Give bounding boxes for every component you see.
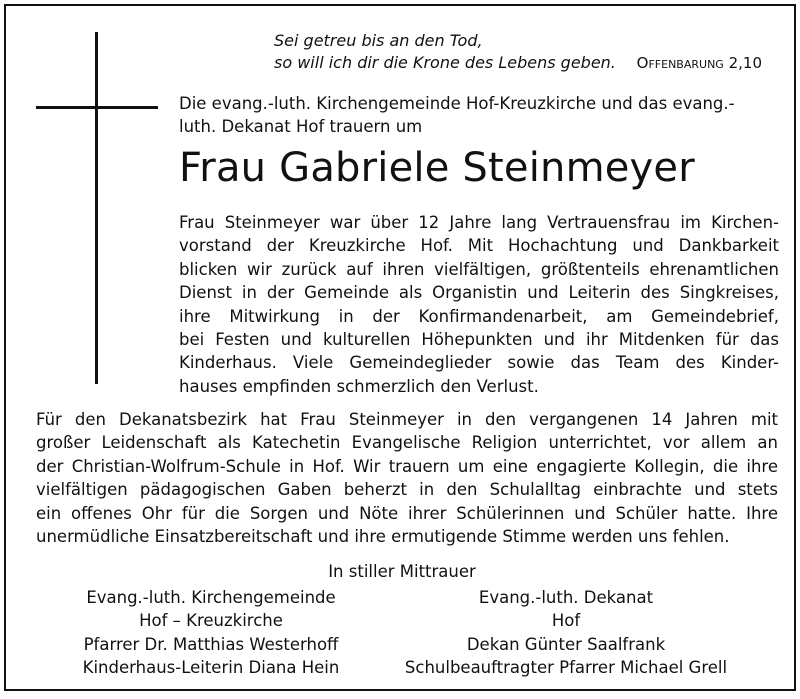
signature-line: Hof bbox=[551, 611, 581, 631]
text-line: hauses empfinden schmerzlich den Verlust. bbox=[179, 376, 539, 396]
intro-text bbox=[179, 92, 779, 138]
tribute-paragraph-parish bbox=[179, 211, 779, 398]
text-line: der Christian-Wolfrum-Schule in Hof. Wir trauern um eine engagierte Kollegin, die ihre bbox=[36, 456, 778, 476]
signature-line: Evang.-luth. Kirchengemeinde bbox=[86, 588, 336, 607]
text-line: ihre Mitwirkung in der Konfirmandenarbeit, am Gemeindebrief, bbox=[179, 306, 779, 326]
text-line: unermüdliche Einsatzbereitschaft und ihre ermutigende Stimme werden uns fehlen. bbox=[36, 527, 730, 547]
text-line: Frau Steinmeyer war über 12 Jahre lang Vertrauensfrau im Kirchen- bbox=[179, 213, 779, 232]
verse-line-1: Sei getreu bis an den Tod, bbox=[274, 31, 483, 50]
intro-line-1: Die evang.-luth. Kirchengemeinde Hof-Kreuzkirche und das evang.- bbox=[179, 94, 735, 113]
text-line: vorstand der Kreuzkirche Hof. Mit Hochachtung und Dankbarkeit bbox=[179, 236, 779, 256]
obituary-notice bbox=[4, 4, 796, 691]
tribute-paragraph-deanery bbox=[36, 408, 778, 548]
intro-line-2: luth. Dekanat Hof trauern um bbox=[179, 117, 423, 136]
verse-reference: Offenbarung 2,10 bbox=[636, 54, 762, 72]
text-line: blicken wir zurück auf ihren vielfältigen, größtenteils ehrenamtlichen bbox=[179, 259, 779, 279]
verse-line-2: so will ich dir die Krone des Lebens geben. bbox=[274, 53, 616, 72]
signature-line: Schulbeauftragter Pfarrer Michael Grell bbox=[404, 658, 728, 678]
text-line: großer Leidenschaft als Katechetin Evangelische Religion unterrichtet, vor allem an bbox=[36, 433, 778, 453]
mourning-label: In stiller Mittrauer bbox=[328, 562, 476, 581]
text-line: ein offenes Ohr für die Sorgen und Nöte ihrer Schülerinnen und Schüler hatte. Ihre bbox=[36, 503, 778, 523]
cross-icon-bar bbox=[36, 106, 158, 109]
text-line: Dienst in der Gemeinde als Organistin und Leiterin des Singkreises, bbox=[179, 283, 779, 303]
deceased-name: Frau Gabriele Steinmeyer bbox=[179, 145, 695, 191]
text-line: Für den Dekanatsbezirk hat Frau Steinmeyer in den vergangenen 14 Jahren mit bbox=[36, 410, 778, 429]
cross-icon bbox=[95, 32, 98, 384]
signature-line: Pfarrer Dr. Matthias Westerhoff bbox=[83, 634, 339, 654]
text-line: vielfältigen pädagogischen Gaben beherzt in den Schulalltag einbrachte und stets bbox=[36, 480, 778, 500]
bible-verse bbox=[274, 30, 784, 74]
text-line: Kinderhaus. Viele Gemeindeglieder sowie das Team des Kinder- bbox=[179, 353, 779, 373]
signature-line: Kinderhaus-Leiterin Diana Hein bbox=[82, 658, 340, 678]
signature-deanery bbox=[386, 586, 746, 680]
signature-line: Hof – Kreuzkirche bbox=[139, 611, 283, 631]
signature-line: Evang.-luth. Dekanat bbox=[478, 588, 654, 607]
signature-parish bbox=[46, 586, 376, 680]
text-line: bei Festen und kulturellen Höhepunkten und ihr Mitdenken für das bbox=[179, 330, 779, 350]
signature-line: Dekan Günter Saalfrank bbox=[466, 634, 666, 654]
